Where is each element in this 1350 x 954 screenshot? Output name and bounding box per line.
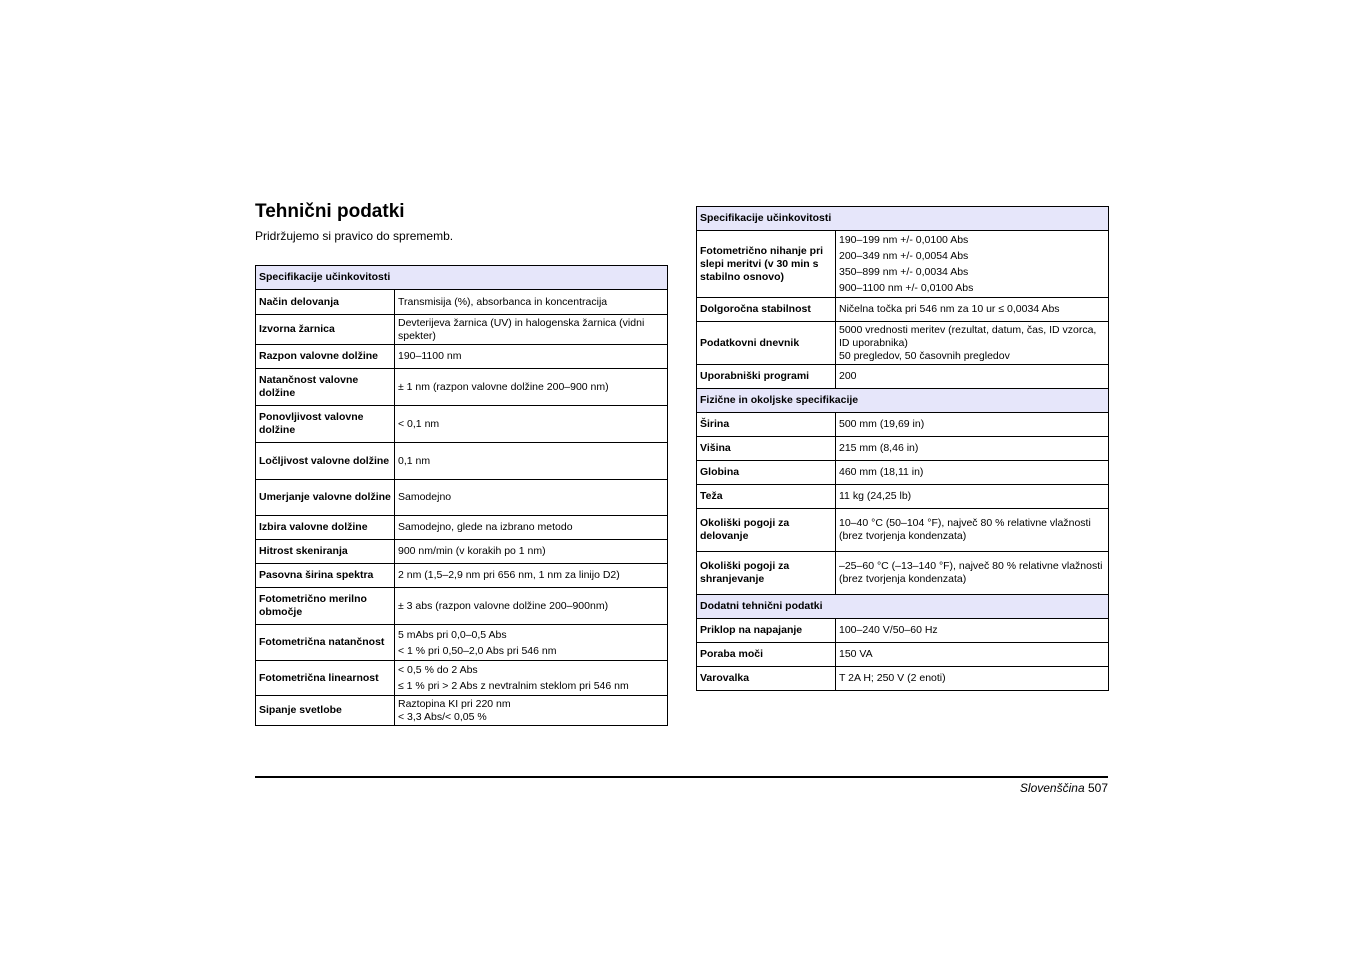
spec-label: Ločljivost valovne dolžine: [256, 443, 395, 480]
spec-value: Raztopina KI pri 220 nm < 3,3 Abs/< 0,05 %: [395, 696, 668, 726]
table-row: [697, 231, 1109, 298]
spec-value: ± 3 abs (razpon valovne dolžine 200–900nm): [395, 588, 668, 625]
spec-label: Izvorna žarnica: [256, 315, 395, 345]
spec-label: Poraba moči: [697, 643, 836, 667]
table-row: [256, 406, 668, 443]
section-header-performance: Specifikacije učinkovitosti: [697, 207, 1109, 231]
spec-value: Samodejno, glede na izbrano metodo: [395, 516, 668, 540]
spec-label: Umerjanje valovne dolžine: [256, 480, 395, 516]
spec-value: Devterijeva žarnica (UV) in halogenska žarnica (vidni spekter): [395, 315, 668, 345]
spec-value: 11 kg (24,25 lb): [836, 485, 1109, 509]
spec-label: Način delovanja: [256, 290, 395, 315]
page-footer: [900, 780, 1108, 796]
spec-value: Samodejno: [395, 480, 668, 516]
spec-label: Fotometrična linearnost: [256, 661, 395, 696]
footer-divider: [255, 776, 1108, 778]
performance-spec-table: [255, 265, 668, 726]
section-header-performance: Specifikacije učinkovitosti: [256, 266, 668, 290]
table-row: [697, 365, 1109, 389]
table-row: [256, 443, 668, 480]
table-row: [697, 552, 1109, 595]
table-row: [256, 480, 668, 516]
spec-value: 100–240 V/50–60 Hz: [836, 619, 1109, 643]
table-row: [697, 322, 1109, 365]
spec-label: Teža: [697, 485, 836, 509]
table-row: [256, 345, 668, 369]
table-row: [256, 315, 668, 345]
spec-value: 190–1100 nm: [395, 345, 668, 369]
table-row: [256, 540, 668, 564]
table-row: [256, 564, 668, 588]
table-row: [256, 661, 668, 696]
spec-label: Okoliški pogoji za shranjevanje: [697, 552, 836, 595]
table-row: [697, 485, 1109, 509]
spec-value: 460 mm (18,11 in): [836, 461, 1109, 485]
spec-value: 150 VA: [836, 643, 1109, 667]
spec-value: 0,1 nm: [395, 443, 668, 480]
spec-label: Varovalka: [697, 667, 836, 691]
table-row: [697, 643, 1109, 667]
physical-spec-table: [696, 206, 1109, 691]
spec-value: < 0,1 nm: [395, 406, 668, 443]
spec-value: 5000 vrednosti meritev (rezultat, datum, čas, ID vzorca, ID uporabnika) 50 pregledov, 50 časovnih pregledov: [836, 322, 1109, 365]
spec-value: 190–199 nm +/- 0,0100 Abs 200–349 nm +/- 0,0054 Abs 350–899 nm +/- 0,0034 Abs 900–1100 nm +/- 0,0100 Abs: [836, 231, 1109, 298]
spec-label: Podatkovni dnevnik: [697, 322, 836, 365]
spec-label: Razpon valovne dolžine: [256, 345, 395, 369]
spec-label: Sipanje svetlobe: [256, 696, 395, 726]
table-row: [697, 619, 1109, 643]
spec-value: 500 mm (19,69 in): [836, 413, 1109, 437]
table-row: [697, 298, 1109, 322]
table-row: [256, 369, 668, 406]
page-number: 507: [1087, 781, 1108, 795]
section-header-additional: Dodatni tehnični podatki: [697, 595, 1109, 619]
spec-value: < 0,5 % do 2 Abs ≤ 1 % pri > 2 Abs z nevtralnim steklom pri 546 nm: [395, 661, 668, 696]
spec-label: Fotometrična natančnost: [256, 625, 395, 661]
table-row: [256, 696, 668, 726]
spec-label: Fotometrično nihanje pri slepi meritvi (v 30 min s stabilno osnovo): [697, 231, 836, 298]
page-subtitle: Pridržujemo si pravico do sprememb.: [255, 229, 454, 243]
table-row: [697, 413, 1109, 437]
footer-language: Slovenščina: [1019, 781, 1085, 795]
spec-label: Širina: [697, 413, 836, 437]
spec-label: Višina: [697, 437, 836, 461]
table-row: [256, 625, 668, 661]
spec-label: Okoliški pogoji za delovanje: [697, 509, 836, 552]
spec-label: Fotometrično merilno območje: [256, 588, 395, 625]
spec-value: 215 mm (8,46 in): [836, 437, 1109, 461]
spec-value: Transmisija (%), absorbanca in koncentracija: [395, 290, 668, 315]
table-row: [697, 509, 1109, 552]
spec-label: Hitrost skeniranja: [256, 540, 395, 564]
spec-label: Izbira valovne dolžine: [256, 516, 395, 540]
spec-value: ± 1 nm (razpon valovne dolžine 200–900 nm): [395, 369, 668, 406]
table-row: [697, 667, 1109, 691]
spec-value: 2 nm (1,5–2,9 nm pri 656 nm, 1 nm za linijo D2): [395, 564, 668, 588]
spec-label: Pasovna širina spektra: [256, 564, 395, 588]
section-header-physical: Fizične in okoljske specifikacije: [697, 389, 1109, 413]
spec-label: Ponovljivost valovne dolžine: [256, 406, 395, 443]
spec-label: Uporabniški programi: [697, 365, 836, 389]
table-row: [697, 437, 1109, 461]
table-row: [256, 290, 668, 315]
spec-label: Natančnost valovne dolžine: [256, 369, 395, 406]
table-row: [256, 516, 668, 540]
spec-value: –25–60 °C (–13–140 °F), največ 80 % relativne vlažnosti (brez tvorjenja kondenzata): [836, 552, 1109, 595]
spec-value: 5 mAbs pri 0,0–0,5 Abs < 1 % pri 0,50–2,0 Abs pri 546 nm: [395, 625, 668, 661]
spec-value: 200: [836, 365, 1109, 389]
spec-value: Ničelna točka pri 546 nm za 10 ur ≤ 0,0034 Abs: [836, 298, 1109, 322]
spec-value: 10–40 °C (50–104 °F), največ 80 % relativne vlažnosti (brez tvorjenja kondenzata): [836, 509, 1109, 552]
spec-value: T 2A H; 250 V (2 enoti): [836, 667, 1109, 691]
table-row: [697, 461, 1109, 485]
spec-label: Globina: [697, 461, 836, 485]
spec-label: Priklop na napajanje: [697, 619, 836, 643]
spec-label: Dolgoročna stabilnost: [697, 298, 836, 322]
spec-value: 900 nm/min (v korakih po 1 nm): [395, 540, 668, 564]
table-row: [256, 588, 668, 625]
page-title: Tehnični podatki: [255, 201, 405, 222]
